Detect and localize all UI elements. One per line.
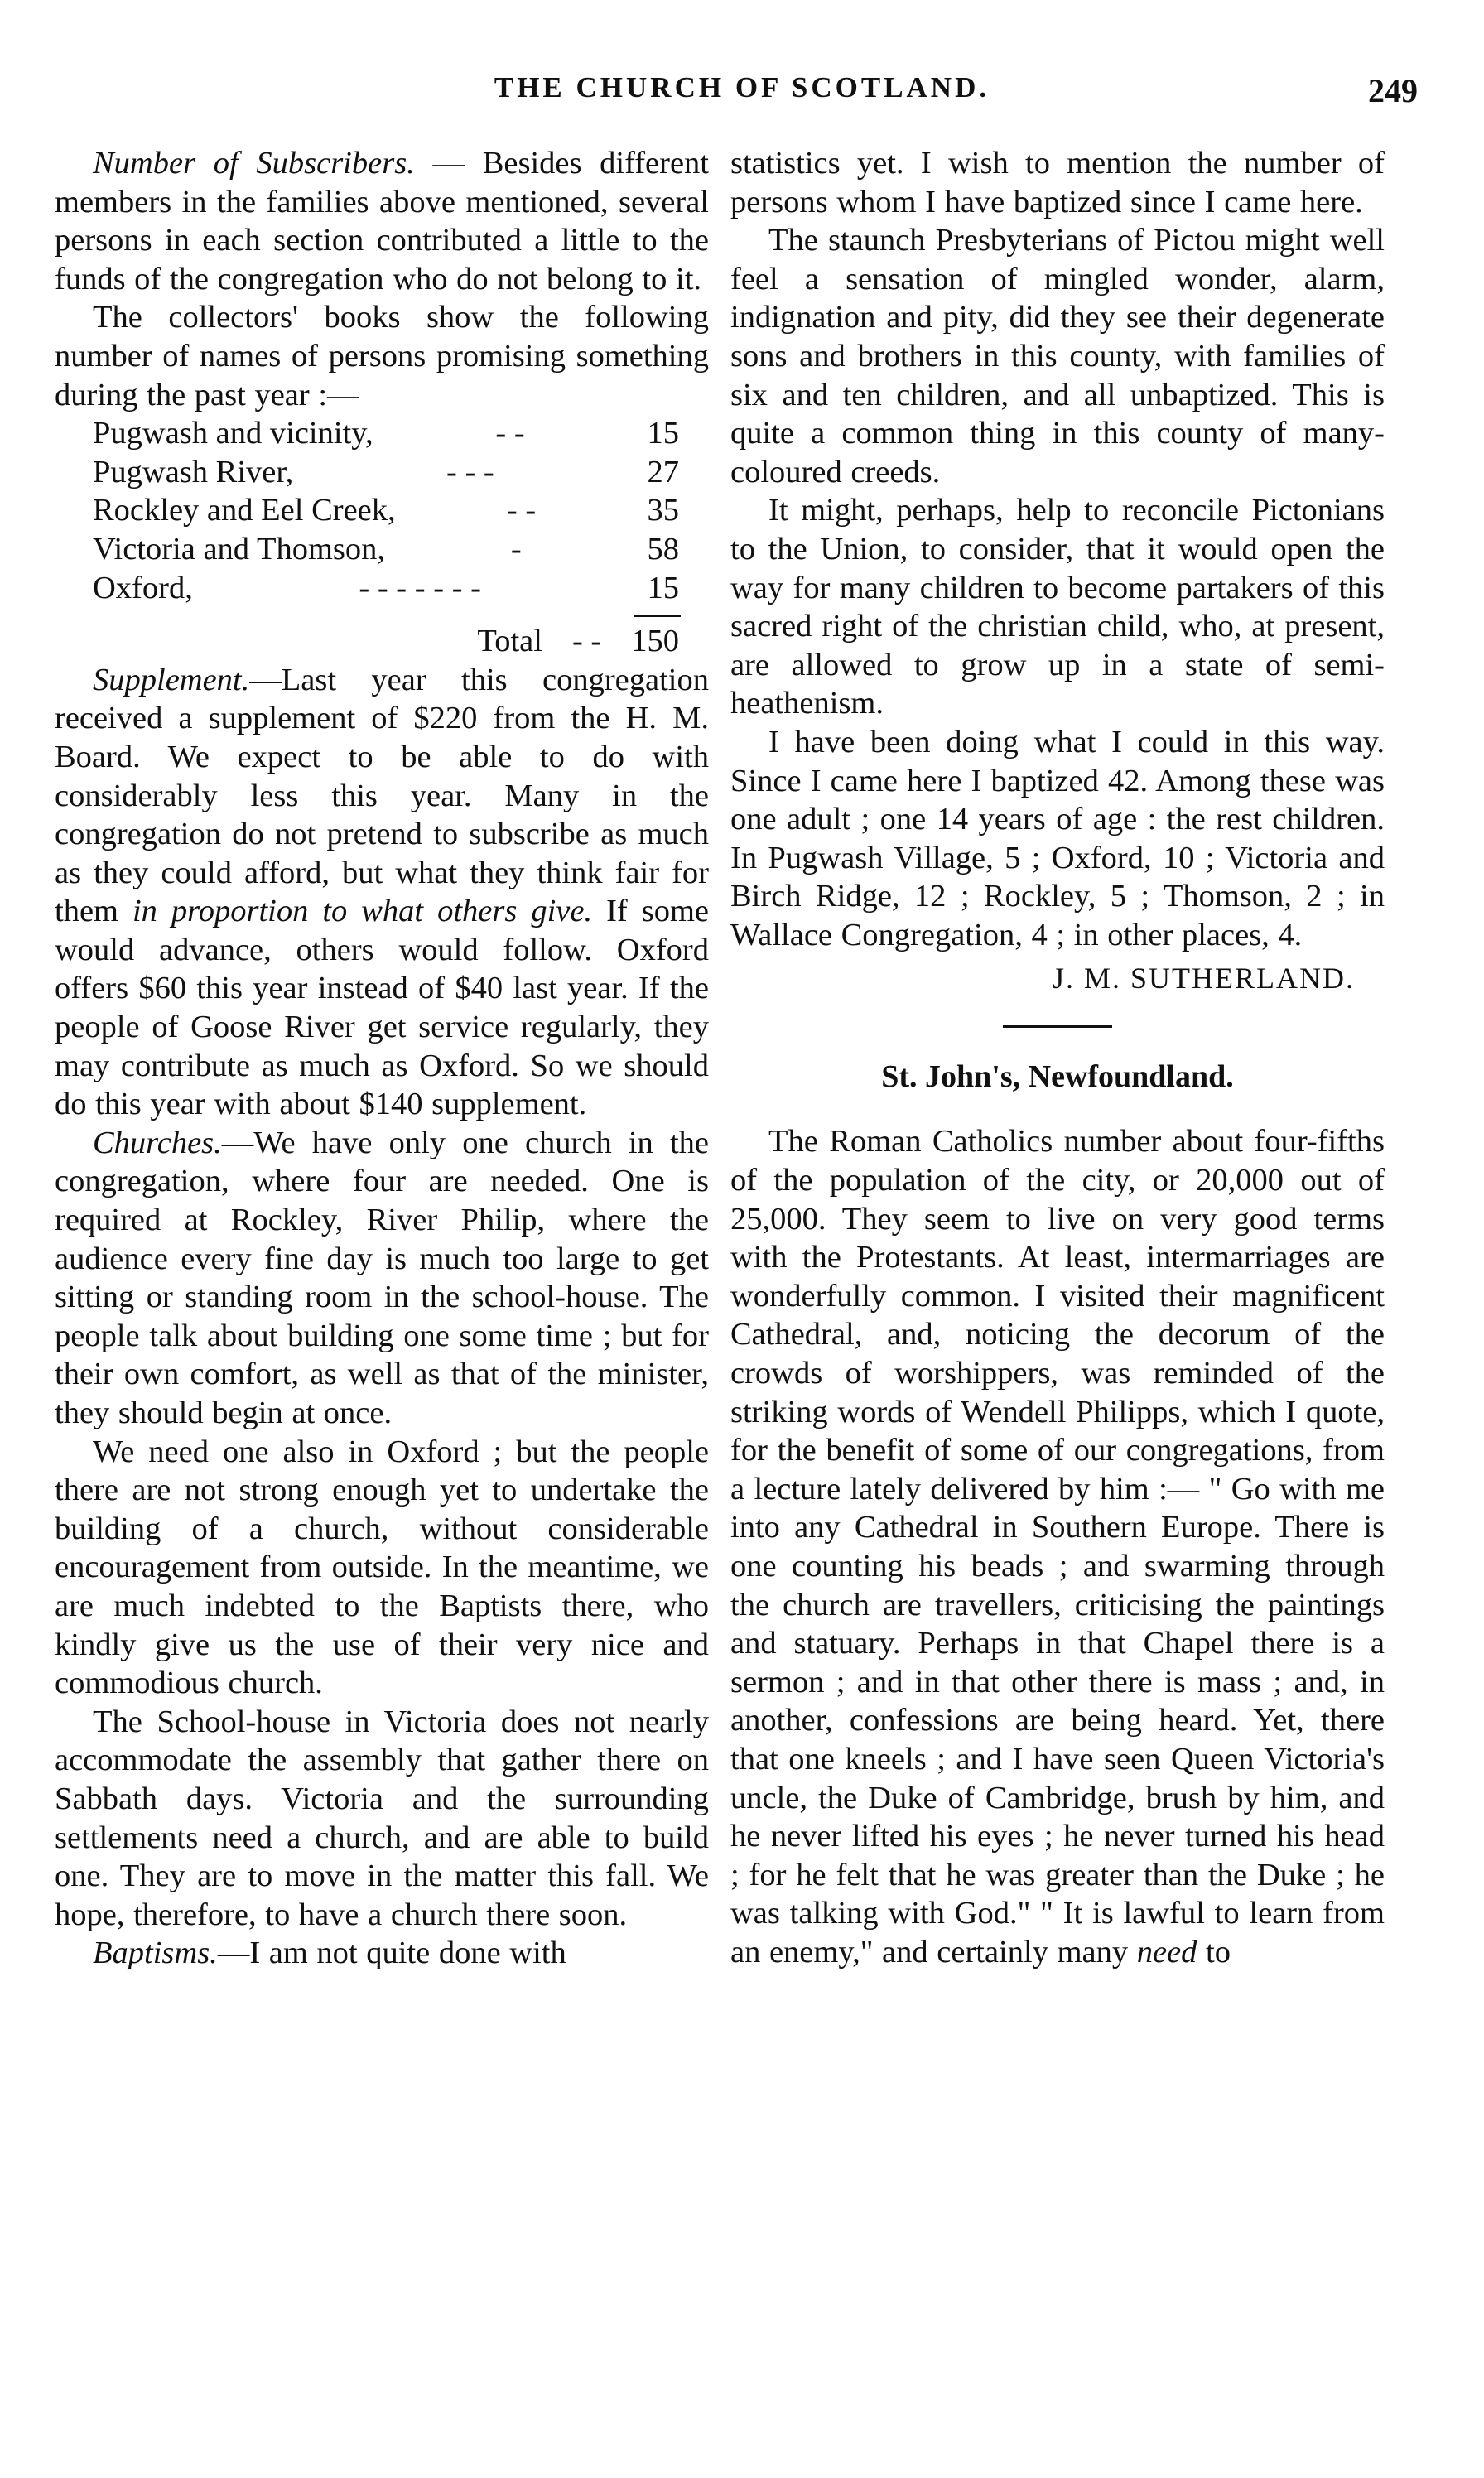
- supplement-italic: in proportion to what others give.: [132, 894, 593, 929]
- author-signature: J. M. SUTHERLAND.: [1052, 962, 1355, 996]
- list-place: Oxford,: [93, 570, 193, 605]
- list-count: 35: [647, 493, 679, 528]
- list-item: [55, 414, 709, 453]
- paragraph-collectors: The collectors' books show the following number of names of persons promising something during the past year :—: [55, 300, 709, 412]
- total-dots: - -: [571, 624, 602, 659]
- subscriber-list: [55, 414, 709, 661]
- paragraph-baptized-count: I have been doing what I could in this way. Since I came here I baptized 42. Among these was one adult ; one 14 years of age : the rest children. In Pugwash Village, 5 ; Oxford, 10 ; Victoria and Birch Ridge, 12 ; Rockley, 5 ; Thomson, 2 ; in Wallace Congregation, 4 ; in other places, 4.: [730, 724, 1385, 952]
- section-heading: St. John's, Newfoundland.: [881, 1059, 1234, 1095]
- subscribers-text: — Besides different members in the families above mentioned, several persons in each section contributed a little to the funds of the congregation who do not belong to it.: [55, 146, 709, 296]
- list-count: 15: [647, 570, 679, 605]
- list-place: Victoria and Thomson,: [93, 531, 386, 566]
- list-dots: -: [510, 531, 522, 566]
- churches-text: —We have only one church in the congregation, where four are needed. One is required at Rockley, River Philip, where the audience every fine day is much too large to get sitting or standing room in the school-house. The people talk about building one some time ; but for their own comfort, as well as that of the minister, they should begin at once.: [55, 1125, 709, 1430]
- baptisms-text: —I am not quite done with: [217, 1936, 566, 1971]
- left-column: [55, 144, 709, 1973]
- list-item: [55, 569, 709, 608]
- total-value: 150: [631, 624, 679, 659]
- list-count: 58: [647, 531, 679, 566]
- list-item: [55, 453, 709, 492]
- running-head: [66, 71, 1418, 121]
- paragraph-presbyterians: The staunch Presbyterians of Pictou might well feel a sensation of mingled wonder, alarm, indignation and pity, did they see their degenerate sons and brothers in this county, with families of six and ten children, and all unbaptized. This is quite a common thing in this county of many-coloured creeds.: [730, 223, 1385, 489]
- paragraph-baptisms: [55, 1934, 709, 1973]
- list-item: [55, 530, 709, 569]
- list-dots: - -: [506, 493, 537, 528]
- paragraph-roman-catholics: [730, 1122, 1385, 1971]
- list-dots: - - - - - - -: [359, 570, 481, 605]
- churches-label: Churches.: [93, 1125, 222, 1160]
- paragraph-supplement: [55, 661, 709, 1124]
- catholics-text: The Roman Catholics number about four-fifths of the population of the city, or 20,000 out of 25,000. They seem to live on very good terms with the Protestants. At least, intermarriages are wonderfully common. I visited their magnificent Cathedral, and, noticing the decorum of the crowds of worshippers, was reminded of the striking words of Wendell Philipps, which I quote, for the benefit of some of our congregations, from a lecture lately delivered by him :— " Go with me into any Cathedral in Southern Europe. There is one counting his beads ; and swarming through the church are travellers, criticising the paintings and statuary. Perhaps in that Chapel there is a sermon ; and in that other there is mass ; and, in another, confessions are being heard. Yet, there that one kneels ; and I have seen Queen Victoria's uncle, the Duke of Cambridge, brush by him, and he never lifted his eyes ; he never turned his head ; for he felt that he was greater than the Duke ; he was talking with God." " It is lawful to learn from an enemy," and certainly many: [730, 1124, 1385, 1969]
- list-place: Pugwash River,: [93, 454, 294, 489]
- supplement-text-a: —Last year this congregation received a supplement of $220 from the H. M. Board. We expect to be able to do with considerably less this year. Many in the congregation do not pretend to subscribe as much as they could afford, but what they think fair for them: [55, 662, 709, 929]
- supplement-text-b: If some would advance, others would follow. Oxford offers $60 this year instead of $40 last year. If the people of Goose River get service regularly, they may contribute as much as Oxford. So we should do this year with about $140 supplement.: [55, 894, 709, 1122]
- total-row: [55, 622, 709, 661]
- total-rule: [634, 615, 681, 617]
- paragraph-school-house: The School-house in Victoria does not nearly accommodate the assembly that gather there on Sabbath days. Victoria and the surrounding settlements need a church, and are able to build one. They are to move in the matter this fall. We hope, therefore, to have a church there soon.: [55, 1704, 709, 1932]
- section-divider: [1003, 1025, 1112, 1028]
- subscribers-label: Number of Subscribers.: [93, 146, 415, 181]
- paragraph-oxford: We need one also in Oxford ; but the people there are not strong enough yet to undertake the building of a church, without considerable encouragement from outside. In the meantime, we are much indebted to the Baptists there, who kindly give us the use of their very nice and commodious church.: [55, 1434, 709, 1701]
- catholics-italic: need: [1136, 1934, 1197, 1969]
- paragraph-pictonians: It might, perhaps, help to reconcile Pictonians to the Union, to consider, that it would open the way for many children to become partakers of this sacred right of the christian child, who, at present, are allowed to grow up in a state of semi-heathenism.: [730, 493, 1385, 721]
- running-title: THE CHURCH OF SCOTLAND.: [494, 71, 990, 104]
- supplement-label: Supplement.: [93, 662, 250, 697]
- baptisms-label: Baptisms.: [93, 1936, 218, 1971]
- paragraph-churches: [55, 1124, 709, 1433]
- right-column: [730, 144, 1385, 1972]
- paragraph-subscribers: [55, 144, 709, 298]
- list-place: Pugwash and vicinity,: [93, 416, 373, 451]
- catholics-end: to: [1197, 1934, 1231, 1969]
- page-number: 249: [1368, 72, 1418, 109]
- total-label: Total: [477, 624, 542, 659]
- list-place: Rockley and Eel Creek,: [93, 493, 396, 528]
- list-count: 27: [647, 454, 679, 489]
- list-count: 15: [647, 416, 679, 451]
- paragraph-statistics: statistics yet. I wish to mention the number of persons whom I have baptized since I came here.: [730, 146, 1385, 219]
- list-item: [55, 491, 709, 530]
- list-dots: - - -: [446, 454, 494, 489]
- list-dots: - -: [495, 416, 525, 451]
